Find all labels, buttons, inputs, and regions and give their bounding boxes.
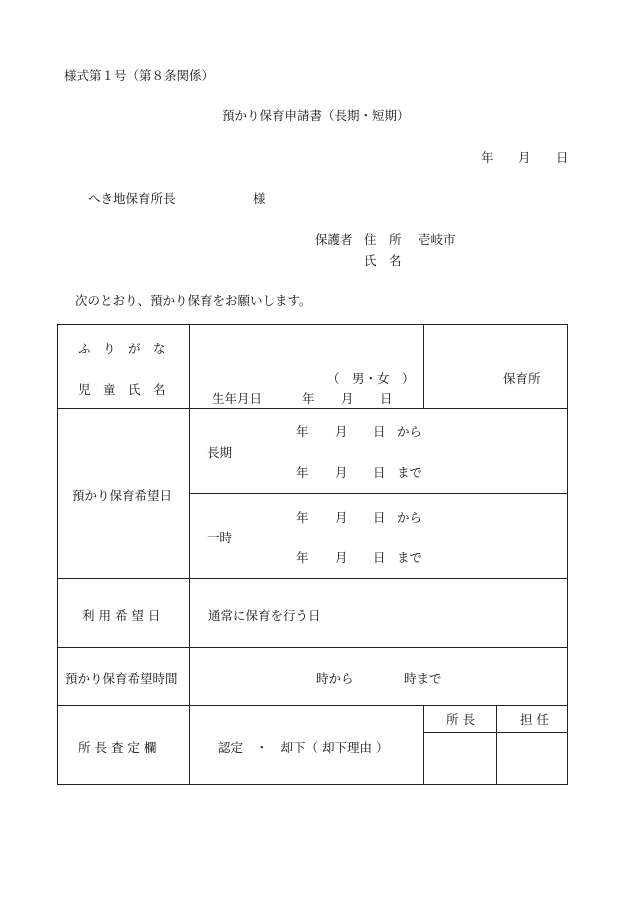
- date-year: 年: [481, 150, 494, 165]
- row-divider-2: [57, 578, 568, 579]
- long-term-label: 長期: [207, 445, 233, 460]
- usage-days-value: 通常に保育を行う日: [208, 608, 321, 623]
- table-border-bottom: [57, 784, 568, 785]
- desired-time-label: 預かり保育希望時間: [65, 671, 178, 686]
- row-divider-1: [57, 408, 568, 409]
- nursery-col-divider: [423, 324, 424, 408]
- gender-field: （ 男・女 ）: [327, 371, 415, 386]
- short-until-month: 月: [335, 550, 348, 565]
- birth-label: 生年月日: [212, 391, 263, 406]
- applicant-name-label: 氏 名: [364, 253, 402, 268]
- form-title: 預かり保育申請書（長期・短期）: [222, 108, 410, 123]
- time-from: 時から: [316, 671, 354, 686]
- long-until: まで: [397, 465, 423, 480]
- long-from-day: 日: [373, 424, 386, 439]
- nursery-label: 保育所: [503, 371, 541, 386]
- furigana-label: ふ り が な: [78, 341, 166, 356]
- director-stamp-box[interactable]: [424, 733, 496, 784]
- review-label: 所 長 査 定 欄: [78, 740, 157, 755]
- long-from: から: [397, 424, 423, 439]
- birth-day: 日: [380, 391, 393, 406]
- birth-month: 月: [341, 391, 354, 406]
- row-divider-4: [57, 705, 568, 706]
- staff-stamp-label: 担 任: [520, 712, 549, 727]
- form-number: 様式第１号（第８条関係）: [64, 68, 215, 83]
- applicant-address-value: 壱岐市: [418, 232, 456, 247]
- short-from: から: [397, 510, 423, 525]
- applicant-address-label: 住 所: [364, 232, 402, 247]
- row-divider-3: [57, 647, 568, 648]
- intro-text: 次のとおり、預かり保育をお願いします。: [75, 293, 312, 308]
- date-month: 月: [518, 150, 531, 165]
- table-border-left: [57, 324, 58, 785]
- short-until-year: 年: [296, 550, 309, 565]
- long-until-year: 年: [296, 465, 309, 480]
- addressee-honorific: 様: [253, 191, 266, 206]
- usage-days-label: 利 用 希 望 日: [82, 608, 161, 623]
- desired-dates-label: 預かり保育希望日: [72, 488, 173, 503]
- director-stamp-label: 所 長: [446, 712, 475, 727]
- table-border-top: [57, 324, 568, 325]
- birth-year: 年: [302, 391, 315, 406]
- long-from-month: 月: [335, 424, 348, 439]
- applicant-role: 保護者: [315, 232, 353, 247]
- long-from-year: 年: [296, 424, 309, 439]
- long-until-day: 日: [373, 465, 386, 480]
- row-divider-dates: [189, 493, 568, 494]
- staff-stamp-box[interactable]: [497, 733, 567, 784]
- table-border-right: [567, 324, 568, 785]
- short-until-day: 日: [373, 550, 386, 565]
- short-from-day: 日: [373, 510, 386, 525]
- date-day: 日: [556, 150, 569, 165]
- review-decision: 認定 ・ 却下（ 却下理由 ）: [218, 740, 389, 755]
- short-term-label: 一時: [207, 530, 233, 545]
- long-until-month: 月: [335, 465, 348, 480]
- short-until: まで: [397, 550, 423, 565]
- addressee-name: へき地保育所長: [88, 191, 176, 206]
- time-until: 時まで: [404, 671, 442, 686]
- short-from-month: 月: [335, 510, 348, 525]
- child-name-label: 児 童 氏 名: [78, 382, 166, 397]
- table-col-divider: [189, 324, 190, 785]
- short-from-year: 年: [296, 510, 309, 525]
